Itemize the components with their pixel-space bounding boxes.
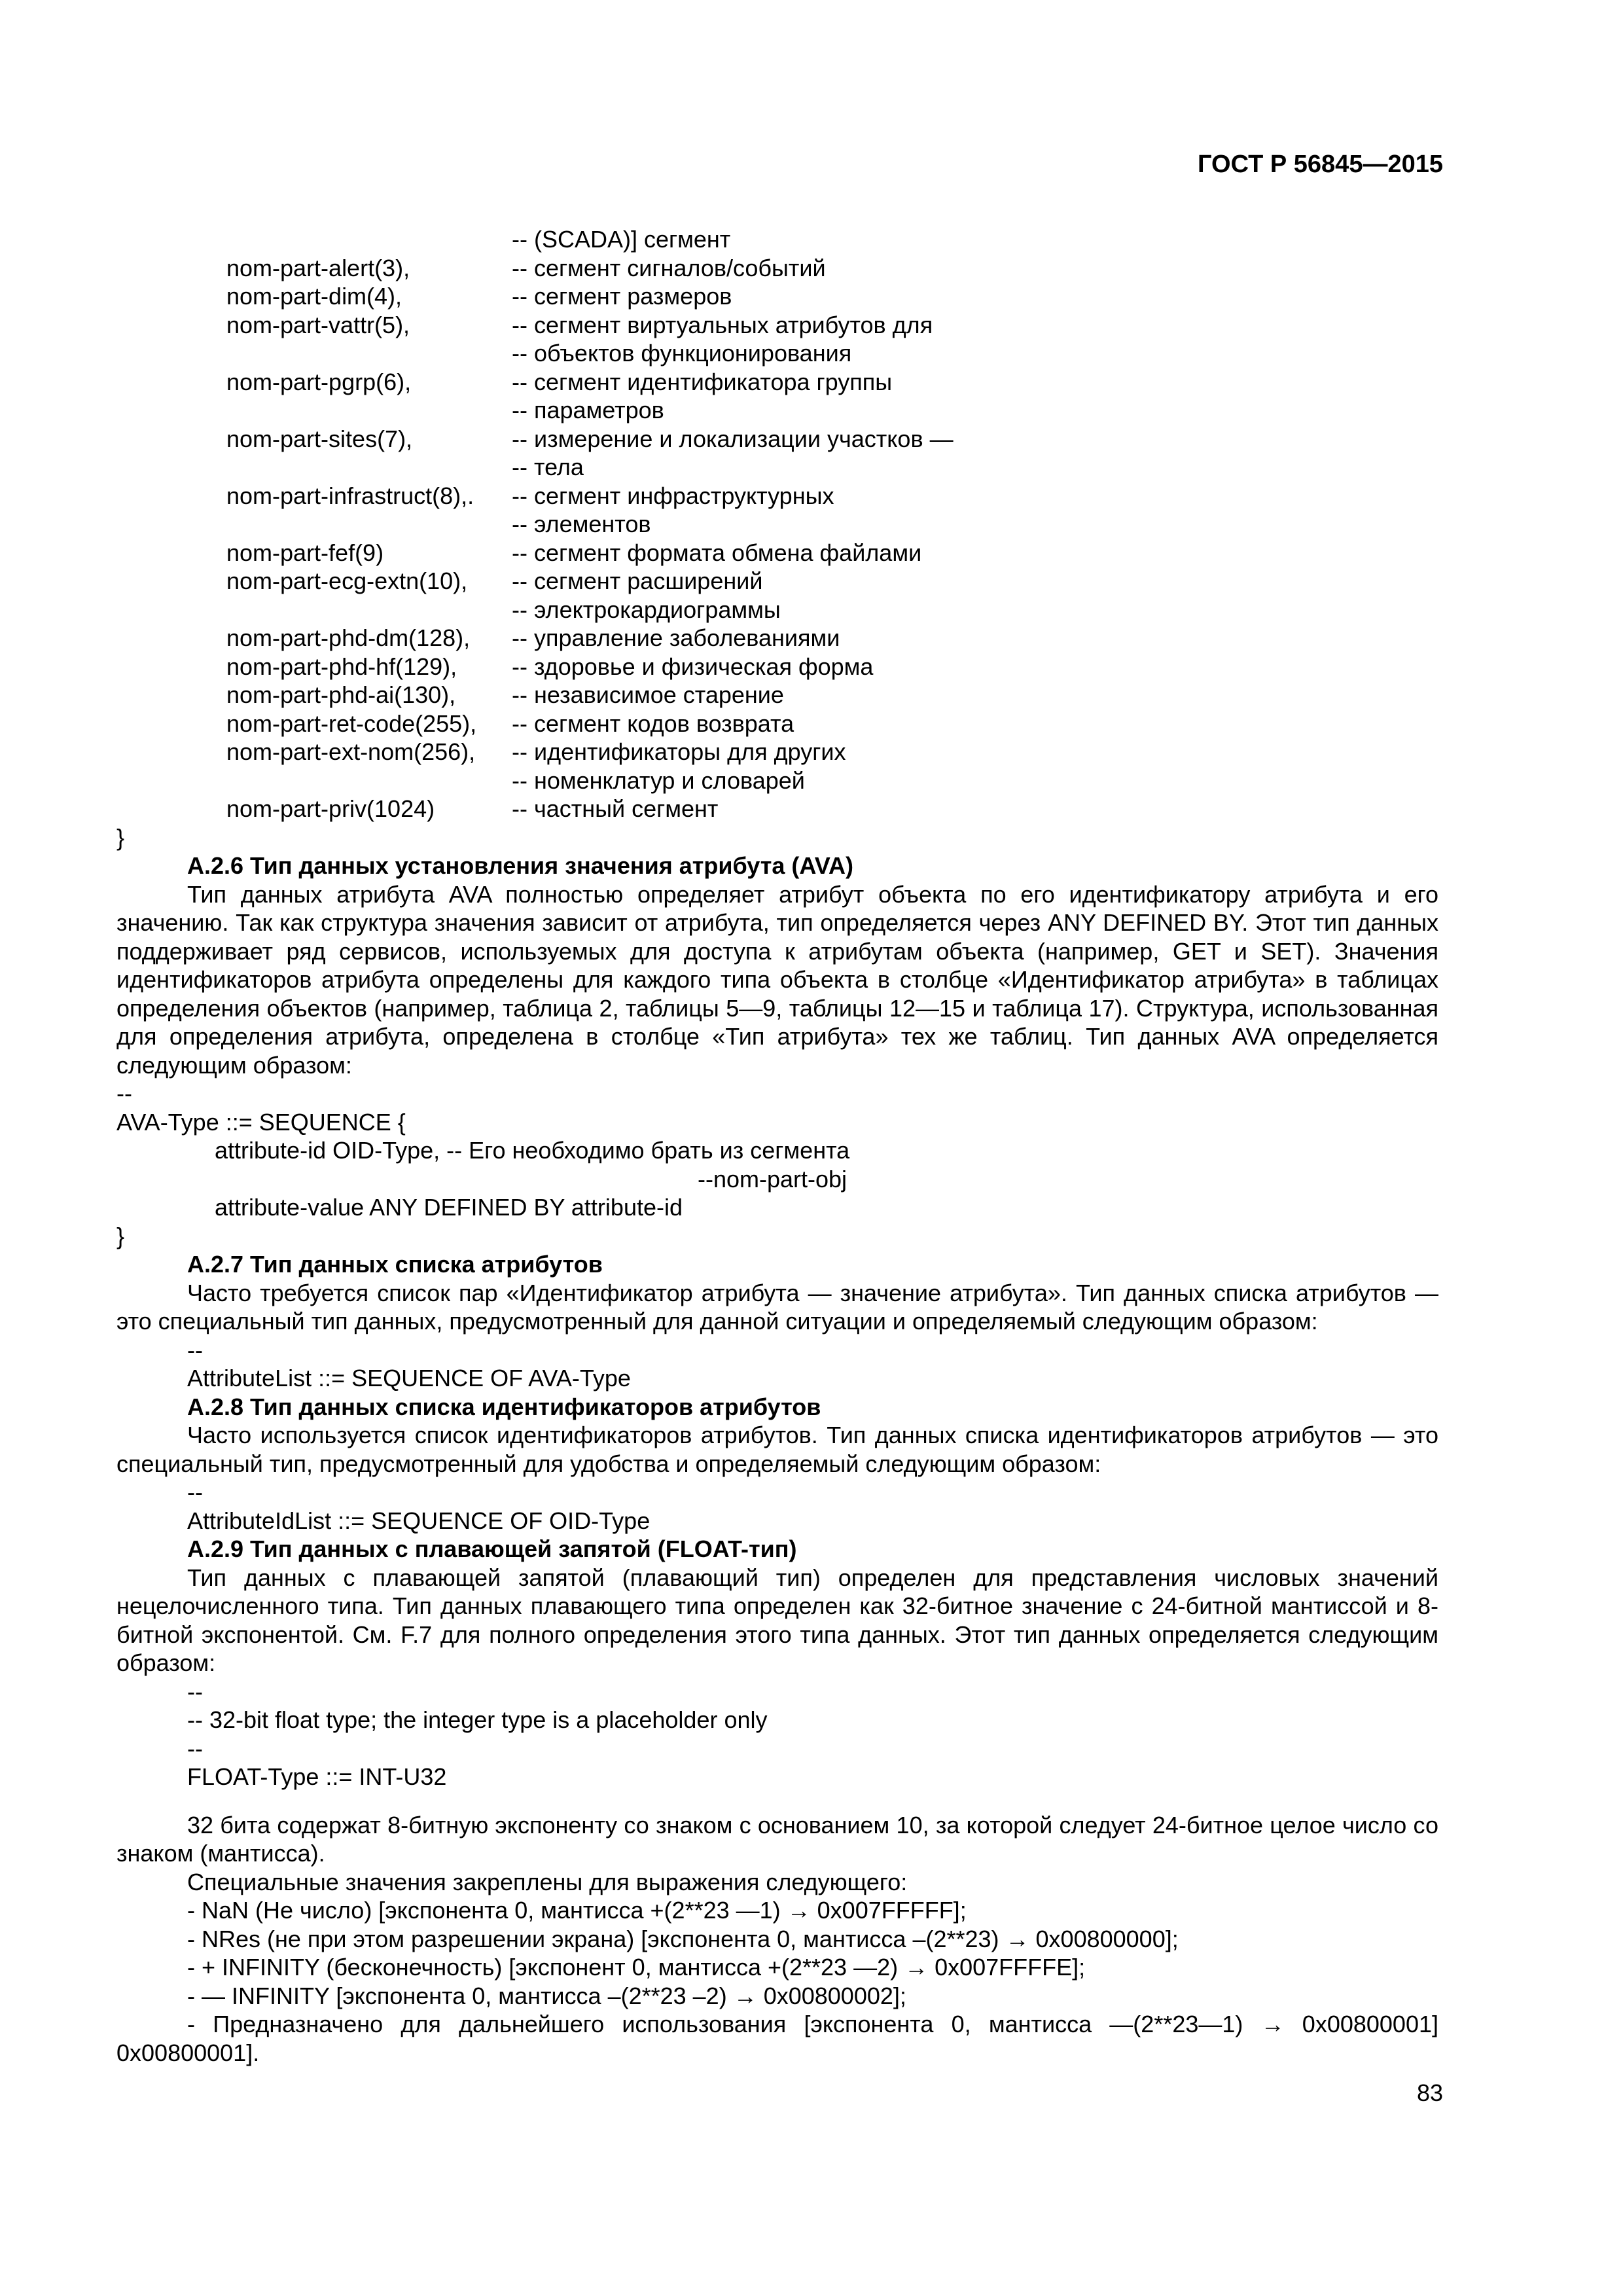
nom-part-comment: -- сегмент инфраструктурных: [512, 482, 834, 509]
section-a28-title: А.2.8 Тип данных списка идентификаторов атрибутов: [187, 1393, 821, 1420]
nom-part-comment: -- номенклатур и словарей: [512, 766, 805, 794]
nom-list-row: [116, 795, 1438, 823]
code-attribute-value: attribute-value ANY DEFINED BY attribute-id: [215, 1194, 683, 1221]
nom-part-name: nom-part-ecg-extn(10),: [226, 567, 468, 594]
nom-list-row: [116, 368, 1438, 397]
nom-list-row: [116, 311, 1438, 340]
code-attribute-id: attribute-id OID-Type, -- Его необходимо брать из сегмента: [215, 1137, 850, 1164]
nom-list-row: [116, 624, 1438, 653]
nom-part-comment: -- объектов функционирования: [512, 340, 852, 367]
nomenclature-partition-list: [116, 225, 1438, 823]
special-value-plus-infinity: - + INFINITY (бесконечность) [экспонент 0, мантисса +(2**23 —2) → 0x007FFFFE];: [187, 1954, 1086, 1981]
code-attribute-id-list: AttributeIdList ::= SEQUENCE OF OID-Type: [187, 1507, 651, 1534]
section-a27-paragraph: Часто требуется список пар «Идентификатор атрибута — значение атрибута». Тип данных списка атрибутов — это специальный тип данных, предусмотренный для данной ситуации и определяемый следующим образом:: [116, 1279, 1438, 1335]
nom-part-name: [116, 766, 512, 795]
code-dash: --: [187, 1336, 203, 1363]
nom-part-comment: -- сегмент кодов возврата: [512, 709, 794, 737]
nom-part-name: [116, 396, 512, 425]
section-a28-paragraph: Часто используется список идентификаторов атрибутов. Тип данных списка идентификаторов атрибутов — это специальный тип, предусмотренный для удобства и определяемый следующим образом:: [116, 1422, 1438, 1477]
code-dash: --: [187, 1479, 203, 1505]
code-ava-type: AVA-Type ::= SEQUENCE {: [116, 1108, 406, 1136]
closing-brace: }: [116, 823, 125, 851]
nom-part-comment: -- сегмент виртуальных атрибутов для: [512, 311, 933, 338]
nom-list-row: [116, 396, 1438, 425]
nom-list-row: [116, 510, 1438, 539]
nom-part-comment: -- сегмент расширений: [512, 567, 763, 594]
code-float-comment: -- 32-bit float type; the integer type is a placeholder only: [187, 1706, 768, 1733]
nom-list-row: [116, 425, 1438, 454]
closing-brace: }: [116, 1222, 125, 1249]
nom-list-row: [116, 539, 1438, 567]
special-value-reserved: - Предназначено для дальнейшего использования [экспонента 0, мантисса —(2**23—1) → 0x00800001] 0x00800001].: [116, 2011, 1438, 2066]
nom-part-comment: -- сегмент формата обмена файлами: [512, 539, 922, 566]
code-dash: --: [187, 1734, 203, 1762]
section-a27-title: А.2.7 Тип данных списка атрибутов: [187, 1251, 603, 1278]
nom-part-comment: -- (SCADA)] сегмент: [512, 226, 731, 253]
special-value-minus-infinity: - — INFINITY [экспонента 0, мантисса –(2**23 –2) → 0x00800002];: [187, 1982, 906, 2009]
nom-list-row: [116, 653, 1438, 681]
page-number: 83: [1416, 2079, 1443, 2106]
nom-part-name: nom-part-ext-nom(256),: [226, 738, 476, 765]
nom-list-row: [116, 596, 1438, 624]
special-value-nan: - NaN (Не число) [экспонента 0, мантисса +(2**23 —1) → 0x007FFFFF];: [187, 1897, 967, 1924]
nom-part-comment: -- тела: [512, 454, 584, 480]
document-header-id: ГОСТ Р 56845—2015: [1198, 151, 1443, 178]
nom-part-comment: -- электрокардиограммы: [512, 596, 781, 623]
code-dash: --: [116, 1080, 132, 1107]
nom-part-comment: -- идентификаторы для других: [512, 738, 846, 765]
nom-part-name: nom-part-priv(1024): [226, 795, 435, 822]
code-attribute-list: AttributeList ::= SEQUENCE OF AVA-Type: [187, 1365, 631, 1391]
nom-part-comment: -- здоровье и физическая форма: [512, 653, 874, 680]
section-a29-title: А.2.9 Тип данных с плавающей запятой (FLOAT-тип): [187, 1535, 797, 1562]
special-values-intro: Специальные значения закреплены для выражения следующего:: [187, 1868, 908, 1895]
nom-part-name: [116, 453, 512, 482]
nom-list-row: [116, 709, 1438, 738]
page-content: [116, 225, 1438, 2067]
nom-part-comment: -- параметров: [512, 397, 664, 423]
nom-part-name: nom-part-fef(9): [226, 539, 384, 566]
code-dash: --: [187, 1677, 203, 1705]
section-a26-title: А.2.6 Тип данных установления значения атрибута (AVA): [187, 852, 854, 879]
nom-part-comment: -- сегмент идентификатора группы: [512, 368, 893, 395]
nom-list-row: [116, 482, 1438, 511]
nom-part-name: nom-part-ret-code(255),: [226, 709, 477, 737]
nom-list-row: [116, 225, 1438, 254]
nom-part-name: nom-part-phd-hf(129),: [226, 653, 457, 680]
nom-part-comment: -- независимое старение: [512, 681, 784, 708]
nom-part-name: nom-part-phd-ai(130),: [226, 681, 456, 708]
nom-part-comment: -- сегмент размеров: [512, 283, 732, 310]
nom-part-name: [116, 596, 512, 624]
code-float-type: FLOAT-Type ::= INT-U32: [187, 1763, 447, 1790]
nom-list-row: [116, 339, 1438, 368]
nom-part-name: nom-part-vattr(5),: [226, 311, 410, 338]
nom-list-row: [116, 738, 1438, 766]
nom-list-row: [116, 766, 1438, 795]
special-value-nres: - NRes (не при этом разрешении экрана) [экспонента 0, мантисса –(2**23) → 0x00800000];: [187, 1925, 1179, 1952]
code-nom-part-obj: --nom-part-obj: [698, 1165, 847, 1193]
nom-part-name: [116, 225, 512, 254]
nom-part-comment: -- частный сегмент: [512, 795, 719, 822]
nom-part-name: nom-part-phd-dm(128),: [226, 624, 471, 651]
section-a29-paragraph-2: 32 бита содержат 8-битную экспоненту со знаком с основанием 10, за которой следует 24-битное целое число со знаком (мантисса).: [116, 1811, 1438, 1867]
nom-part-comment: -- элементов: [512, 511, 651, 537]
nom-part-comment: -- управление заболеваниями: [512, 624, 840, 651]
section-a29-paragraph: Тип данных с плавающей запятой (плавающий тип) определен для представления числовых значений нецелочисленного типа. Тип данных плавающего типа определен как 32-битное значение с 24-битной мантиссой и 8-битной экспонентой. См. F.7 для полного определения этого типа данных. Этот тип данных определяется следующим образом:: [116, 1564, 1438, 1676]
nom-part-name: nom-part-alert(3),: [226, 254, 410, 281]
nom-part-name: [116, 339, 512, 368]
nom-list-row: [116, 453, 1438, 482]
nom-part-comment: -- измерение и локализации участков —: [512, 425, 954, 452]
nom-part-name: nom-part-sites(7),: [226, 425, 413, 452]
nom-part-name: nom-part-infrastruct(8),.: [226, 482, 474, 509]
section-a26-paragraph: Тип данных атрибута AVA полностью определяет атрибут объекта по его идентификатору атрибута и его значению. Так как структура значения зависит от атрибута, тип определяется через ANY DEFINED BY. Этот тип данных поддерживает ряд сервисов, используемых для доступа к атрибутам объекта (например, GET и SET). Значения идентификаторов атрибута определены для каждого типа объекта в столбце «Идентификатор атрибута» в таблицах определения объектов (например, таблица 2, таблицы 5—9, таблицы 12—15 и таблица 17). Структура, использованная для определения атрибута, определена в столбце «Тип атрибута» тех же таблиц. Тип данных AVA определяется следующим образом:: [116, 880, 1438, 1079]
nom-part-name: nom-part-pgrp(6),: [226, 368, 412, 395]
nom-list-row: [116, 567, 1438, 596]
nom-list-row: [116, 681, 1438, 709]
nom-list-row: [116, 254, 1438, 283]
nom-part-name: [116, 510, 512, 539]
spacer: [116, 1791, 1438, 1811]
nom-part-name: nom-part-dim(4),: [226, 283, 402, 310]
nom-list-row: [116, 282, 1438, 311]
nom-part-comment: -- сегмент сигналов/событий: [512, 254, 826, 281]
